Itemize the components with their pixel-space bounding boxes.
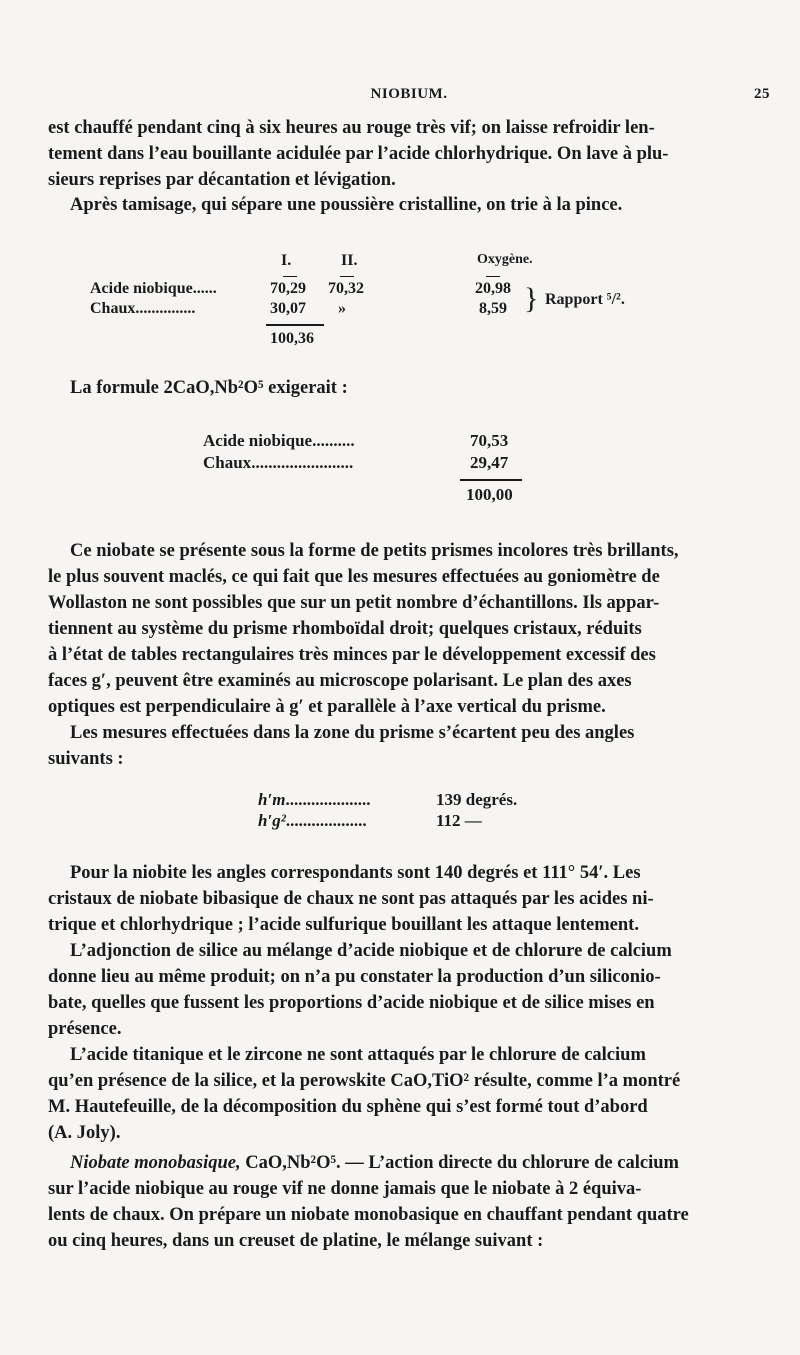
text-line: suivants : bbox=[48, 749, 124, 769]
cell-value: » bbox=[338, 300, 346, 317]
text-line: qu’en présence de la silice, et la perowskite CaO,TiO² résulte, comme l’a montré bbox=[48, 1071, 681, 1091]
text-line: Après tamisage, qui sépare une poussière cristalline, on trie à la pince. bbox=[70, 195, 623, 215]
running-header bbox=[48, 86, 770, 110]
row-label: Chaux............... bbox=[90, 300, 196, 317]
text-line: L’acide titanique et le zircone ne sont attaqués par le chlorure de calcium bbox=[70, 1045, 646, 1065]
text-line: le plus souvent maclés, ce qui fait que les mesures effectuées au goniomètre de bbox=[48, 567, 660, 587]
cell-value: 29,47 bbox=[470, 453, 509, 472]
cell-value: 8,59 bbox=[479, 300, 507, 317]
paragraph-silica bbox=[48, 938, 770, 1042]
text-line: Niobate monobasique, CaO,Nb²O⁵. — L’action directe du chlorure de calcium bbox=[70, 1153, 679, 1173]
text-line: Ce niobate se présente sous la forme de petits prismes incolores très brillants, bbox=[70, 541, 679, 561]
text-line: sieurs reprises par décantation et lévigation. bbox=[48, 170, 396, 190]
text-line: ou cinq heures, dans un creuset de platine, le mélange suivant : bbox=[48, 1231, 544, 1251]
column-dash bbox=[340, 276, 354, 277]
total-value: 100,36 bbox=[270, 330, 314, 347]
brace-glyph: } bbox=[524, 282, 539, 315]
sum-rule bbox=[460, 479, 522, 481]
column-header-ii: II. bbox=[341, 252, 358, 269]
column-header-i: I. bbox=[281, 252, 292, 269]
header-title: NIOBIUM. bbox=[370, 86, 448, 102]
text-line: à l’état de tables rectangulaires très minces par le développement excessif des bbox=[48, 645, 656, 665]
text-line: tement dans l’eau bouillante acidulée par l’acide chlorhydrique. On lave à plu- bbox=[48, 144, 669, 164]
paragraph-titanic-acid bbox=[48, 1042, 770, 1146]
ratio-note: Rapport ⁵/². bbox=[545, 291, 625, 308]
text-line: optiques est perpendiculaire à g′ et parallèle à l’axe vertical du prisme. bbox=[48, 697, 606, 717]
text-line: tiennent au système du prisme rhomboïdal droit; quelques cristaux, réduits bbox=[48, 619, 642, 639]
text-line: donne lieu au même produit; on n’a pu constater la production d’un siliconio- bbox=[48, 967, 661, 987]
cell-value: 20,98 bbox=[475, 280, 511, 297]
angle-label: h′m.................... bbox=[258, 790, 371, 809]
paragraph-crystals bbox=[48, 538, 770, 720]
text-line: M. Hautefeuille, de la décomposition du sphène qui s’est formé tout d’abord bbox=[48, 1097, 648, 1117]
paragraph-monobasic bbox=[48, 1150, 770, 1254]
text-line: Les mesures effectuées dans la zone du prisme s’écartent peu des angles bbox=[70, 723, 635, 743]
text-line: (A. Joly). bbox=[48, 1123, 121, 1143]
text-line: cristaux de niobate bibasique de chaux ne sont pas attaqués par les acides ni- bbox=[48, 889, 654, 909]
paragraph-heating bbox=[48, 115, 770, 193]
page-number: 25 bbox=[754, 86, 770, 102]
row-label: Acide niobique...... bbox=[90, 280, 217, 297]
column-dash bbox=[486, 276, 500, 277]
sum-rule bbox=[266, 324, 324, 326]
total-value: 100,00 bbox=[466, 485, 513, 504]
angle-value: 139 degrés. bbox=[436, 790, 518, 809]
section-title: Niobate monobasique, bbox=[70, 1153, 241, 1173]
cell-value: 70,29 bbox=[270, 280, 306, 297]
text-line: faces g′, peuvent être examinés au microscope polarisant. Le plan des axes bbox=[48, 671, 632, 691]
paragraph-measures bbox=[48, 720, 770, 772]
text-line: est chauffé pendant cinq à six heures au rouge très vif; on laisse refroidir len- bbox=[48, 118, 655, 138]
angle-label: h′g²................... bbox=[258, 811, 367, 830]
angle-value: 112 — bbox=[436, 811, 482, 830]
cell-value: 70,53 bbox=[470, 431, 509, 450]
text-line: lents de chaux. On prépare un niobate monobasique en chauffant pendant quatre bbox=[48, 1205, 689, 1225]
column-dash bbox=[283, 276, 297, 277]
row-label: Chaux........................ bbox=[203, 453, 354, 472]
text-line: trique et chlorhydrique ; l’acide sulfurique bouillant les attaque lentement. bbox=[48, 915, 639, 935]
text-line: bate, quelles que fussent les proportions d’acide niobique et de silice mises en bbox=[48, 993, 655, 1013]
row-label: Acide niobique.......... bbox=[203, 431, 355, 450]
cell-value: 30,07 bbox=[270, 300, 306, 317]
paragraph-niobite bbox=[48, 860, 770, 938]
text-line: La formule 2CaO,Nb²O⁵ exigerait : bbox=[70, 378, 348, 398]
text-line: présence. bbox=[48, 1019, 122, 1039]
text-line: L’adjonction de silice au mélange d’acide niobique et de chlorure de calcium bbox=[70, 941, 672, 961]
text-line: Pour la niobite les angles correspondants sont 140 degrés et 111° 54′. Les bbox=[70, 863, 641, 883]
formula-line bbox=[48, 375, 770, 401]
text-line: sur l’acide niobique au rouge vif ne donne jamais que le niobate à 2 équiva- bbox=[48, 1179, 642, 1199]
column-header-oxygen: Oxygène. bbox=[477, 252, 533, 267]
text-line: Wollaston ne sont possibles que sur un petit nombre d’échantillons. Ils appar- bbox=[48, 593, 660, 613]
cell-value: 70,32 bbox=[328, 280, 364, 297]
paragraph-sieving bbox=[48, 192, 770, 218]
analysis-table bbox=[0, 252, 800, 362]
